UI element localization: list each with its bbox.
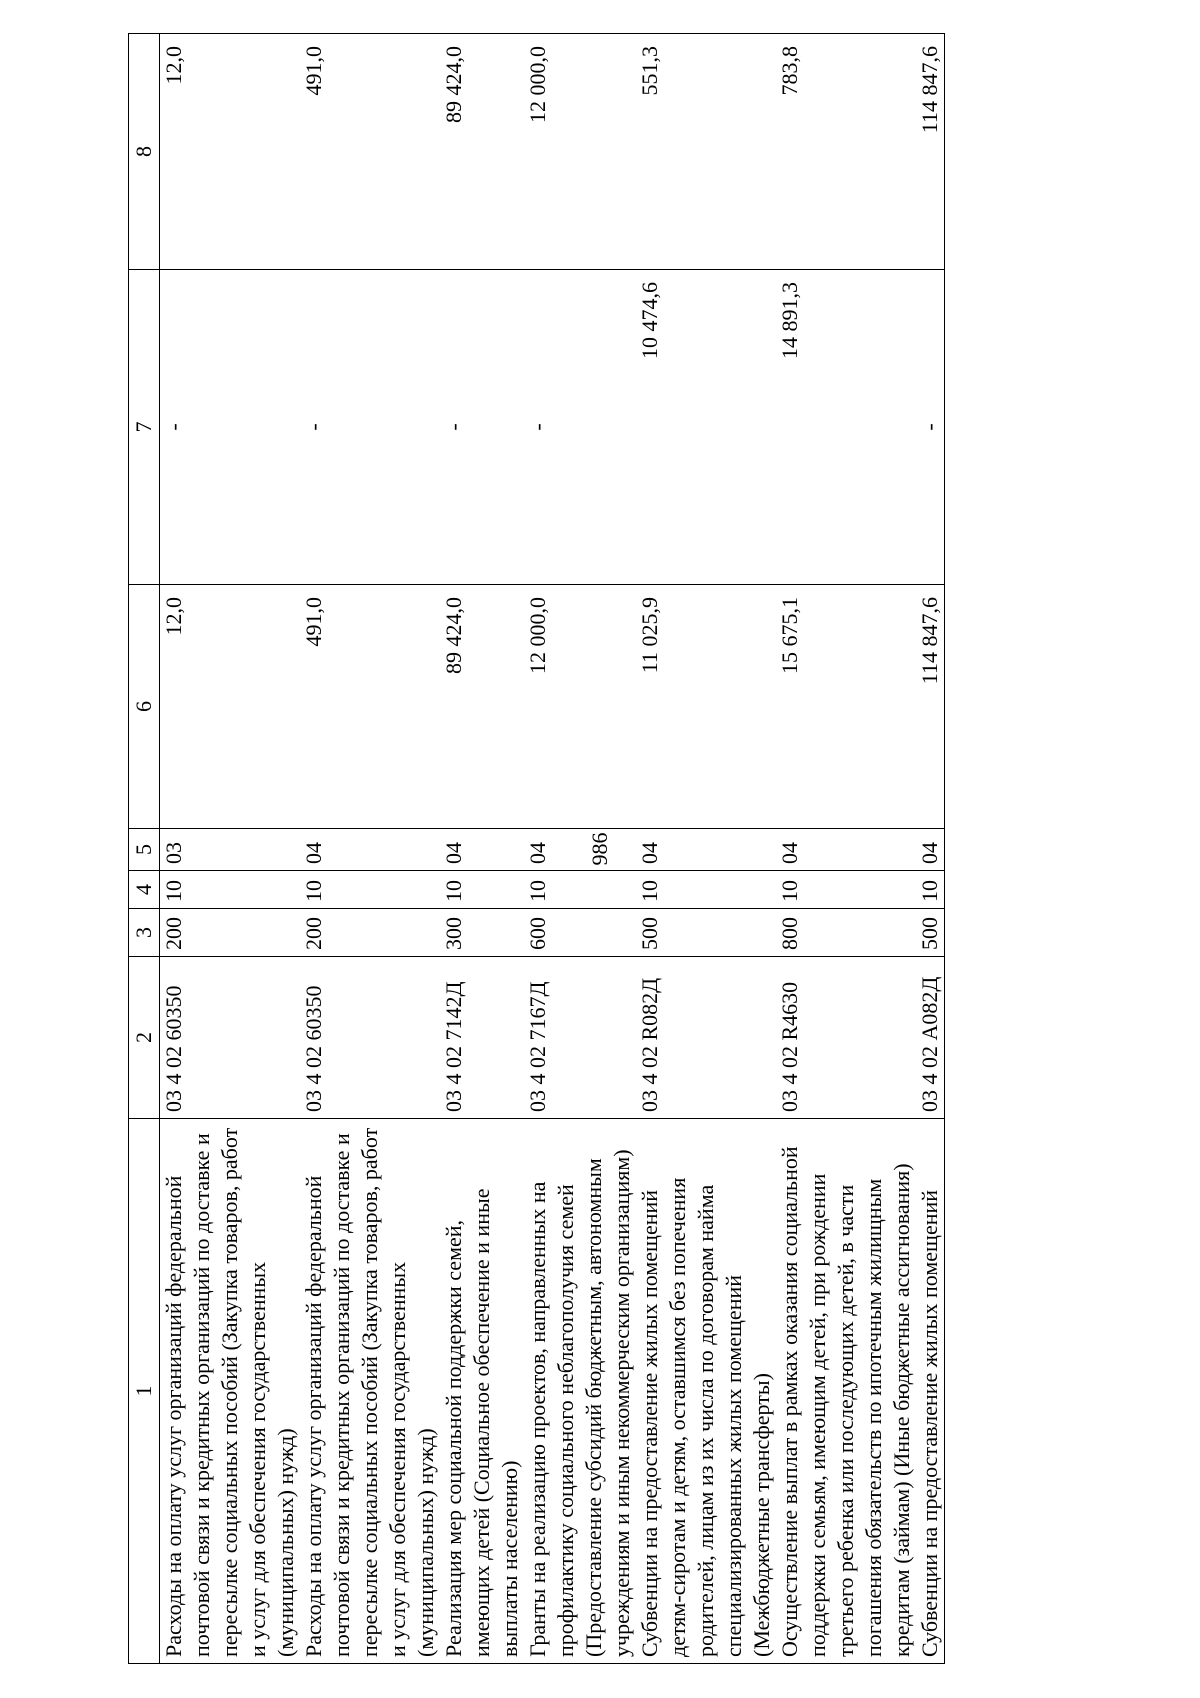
- expense-name: Расходы на оплату услуг организаций федеральной почтовой связи и кредитных организаций по доставке и пересылке социальных пособий (Закупка товаров, работ и услуг для обеспечения государственных (муниципальных) нужд): [160, 1119, 301, 1664]
- expense-name: Гранты на реализацию проектов, направленных на профилактику социального неблагополучия семей (Предоставление субсидий бюджетным, автономным учреждениям и иным некоммерческим организациям): [524, 1119, 636, 1664]
- expense-type: 600: [524, 909, 636, 957]
- section-code: 10: [916, 871, 945, 909]
- target-code: 03 4 02 60350: [160, 957, 301, 1119]
- subsection-code: 04: [300, 829, 440, 871]
- amount-federal: -: [160, 270, 301, 585]
- table-row: [776, 34, 916, 1664]
- amount-total: 89 424,0: [440, 585, 524, 829]
- amount-federal: 14 891,3: [776, 270, 916, 585]
- expense-name: Реализация мер социальной поддержки семей, имеющих детей (Социальное обеспечение и иные выплаты населению): [440, 1119, 524, 1664]
- target-code: 03 4 02 R4630: [776, 957, 916, 1119]
- amount-regional: 12,0: [160, 34, 301, 270]
- amount-regional: 491,0: [300, 34, 440, 270]
- amount-regional: 12 000,0: [524, 34, 636, 270]
- amount-total: 15 675,1: [776, 585, 916, 829]
- table-row: [524, 34, 636, 1664]
- subsection-code: 04: [776, 829, 916, 871]
- subsection-code: 04: [440, 829, 524, 871]
- expense-type: 300: [440, 909, 524, 957]
- column-header-7: 7: [129, 270, 160, 585]
- expense-type: 500: [916, 909, 945, 957]
- amount-federal: -: [916, 270, 945, 585]
- section-code: 10: [524, 871, 636, 909]
- header-row: [129, 34, 160, 1664]
- expense-name: Субвенции на предоставление жилых помещений: [916, 1119, 945, 1664]
- amount-regional: 89 424,0: [440, 34, 524, 270]
- expense-name: Осуществление выплат в рамках оказания социальной поддержки семьям, имеющим детей, при рождении третьего ребенка или последующих детей, в части погашения обязательств по ипотечным жилищным кредитам (займам) (Иные бюджетные ассигнования): [776, 1119, 916, 1664]
- expense-type: 500: [636, 909, 776, 957]
- amount-regional: 783,8: [776, 34, 916, 270]
- section-code: 10: [636, 871, 776, 909]
- amount-total: 12 000,0: [524, 585, 636, 829]
- subsection-code: 03: [160, 829, 301, 871]
- amount-federal: -: [300, 270, 440, 585]
- amount-federal: -: [440, 270, 524, 585]
- section-code: 10: [776, 871, 916, 909]
- expense-name: Субвенции на предоставление жилых помещений детям-сиротам и детям, оставшимся без попечения родителей, лицам из их числа по договорам найма специализированных жилых помещений (Межбюджетные трансферты): [636, 1119, 776, 1664]
- amount-regional: 551,3: [636, 34, 776, 270]
- table-row: [916, 34, 945, 1664]
- budget-table: [128, 33, 945, 1664]
- subsection-code: 04: [524, 829, 636, 871]
- column-header-4: 4: [129, 871, 160, 909]
- section-code: 10: [300, 871, 440, 909]
- target-code: 03 4 02 А082Д: [916, 957, 945, 1119]
- subsection-code: 04: [916, 829, 945, 871]
- expense-type: 200: [300, 909, 440, 957]
- column-header-2: 2: [129, 957, 160, 1119]
- target-code: 03 4 02 R082Д: [636, 957, 776, 1119]
- amount-total: 114 847,6: [916, 585, 945, 829]
- amount-federal: -: [524, 270, 636, 585]
- table-row: [440, 34, 524, 1664]
- column-header-5: 5: [129, 829, 160, 871]
- column-header-6: 6: [129, 585, 160, 829]
- expense-name: Расходы на оплату услуг организаций федеральной почтовой связи и кредитных организаций по доставке и пересылке социальных пособий (Закупка товаров, работ и услуг для обеспечения государственных (муниципальных) нужд): [300, 1119, 440, 1664]
- target-code: 03 4 02 7142Д: [440, 957, 524, 1119]
- amount-federal: 10 474,6: [636, 270, 776, 585]
- target-code: 03 4 02 60350: [300, 957, 440, 1119]
- amount-total: 491,0: [300, 585, 440, 829]
- amount-total: 12,0: [160, 585, 301, 829]
- table-row: [636, 34, 776, 1664]
- amount-regional: 114 847,6: [916, 34, 945, 270]
- column-header-8: 8: [129, 34, 160, 270]
- page-number: 986: [587, 832, 612, 866]
- column-header-3: 3: [129, 909, 160, 957]
- target-code: 03 4 02 7167Д: [524, 957, 636, 1119]
- section-code: 10: [440, 871, 524, 909]
- subsection-code: 04: [636, 829, 776, 871]
- expense-type: 200: [160, 909, 301, 957]
- table-row: [300, 34, 440, 1664]
- expense-type: 800: [776, 909, 916, 957]
- amount-total: 11 025,9: [636, 585, 776, 829]
- section-code: 10: [160, 871, 301, 909]
- table-row: [160, 34, 301, 1664]
- column-header-1: 1: [129, 1119, 160, 1664]
